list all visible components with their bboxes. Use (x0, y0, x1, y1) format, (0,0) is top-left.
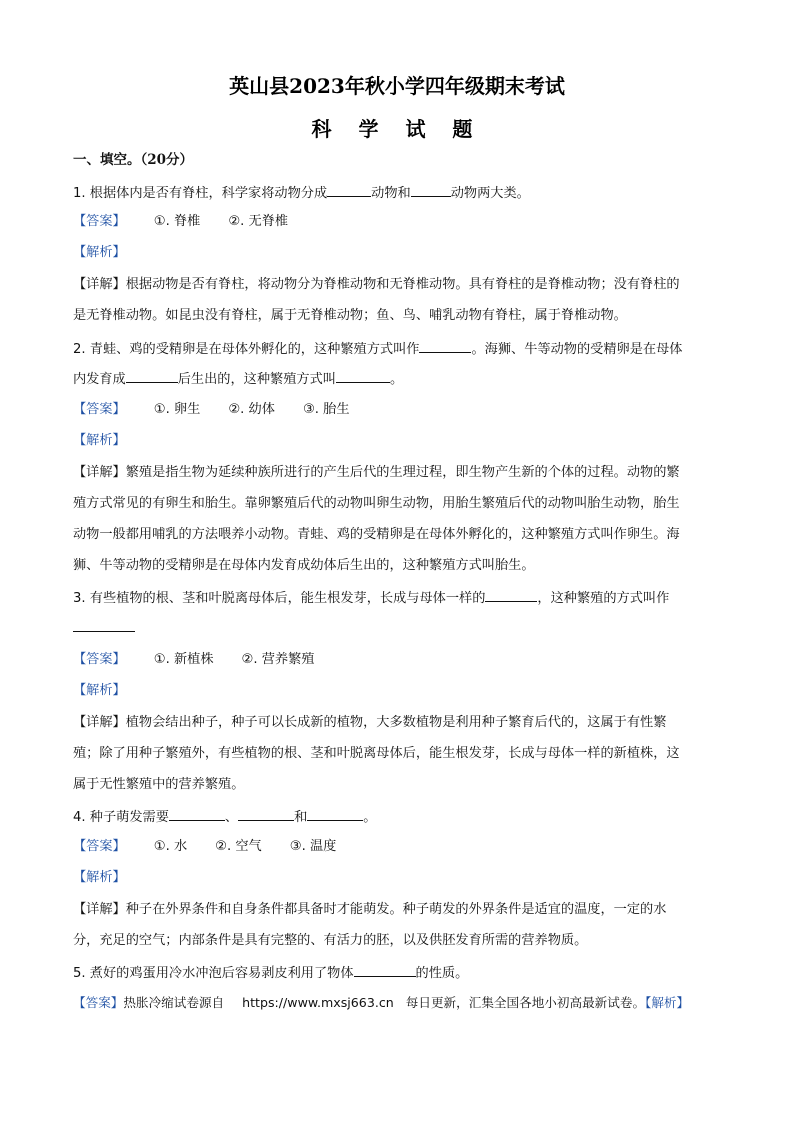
answer-tag: 【答案】 (73, 839, 126, 854)
answer-text: 热胀冷缩试卷源自 (123, 995, 225, 1010)
section-heading: 一、填空。（20分） (73, 152, 194, 168)
answer-item: ②. 幼体 (228, 402, 275, 417)
answer-blank (126, 369, 178, 383)
analysis-tag: 【解析】 (73, 870, 126, 885)
q2-text-1a: 2. 青蛙、鸡的受精卵是在母体外孵化的，这种繁殖方式叫作 (73, 342, 420, 357)
answer-item: ①. 脊椎 (153, 214, 201, 229)
question-3-cont (73, 618, 723, 638)
answer-blank (307, 807, 363, 821)
answer-item: ③. 温度 (289, 839, 337, 854)
q4-text-c: 和 (294, 810, 308, 825)
question-1 (73, 183, 723, 203)
q4-answer-row (73, 838, 723, 856)
answer-blank (354, 963, 416, 977)
q4-text-b: 、 (224, 810, 239, 825)
exam-title: 英山县2023年秋小学四年级期末考试 (229, 74, 565, 98)
q4-text-d: 。 (363, 810, 377, 825)
q2-detail-line: 动物一般都用哺乳的方法喂养小动物。青蛙、鸡的受精卵是在母体外孵化的，这种繁殖方式叫作卵生。海 (73, 527, 680, 542)
analysis-tag: 【解析】 (645, 995, 690, 1010)
detail-tag: 【详解】 (73, 715, 126, 730)
answer-item: ①. 水 (153, 839, 188, 854)
q2-answer-row (73, 401, 723, 419)
answer-blank (238, 807, 294, 821)
q1-analysis-tag (73, 244, 723, 262)
detail-text: 繁殖是指生物为延续种族所进行的产生后代的生理过程，即生物产生新的个体的过程。动物的繁 (125, 465, 680, 480)
q3-detail-line: 殖；除了用种子繁殖外，有些植物的根、茎和叶脱离母体后，能生根发芽，长成与母体一样的新植株，这 (73, 746, 680, 761)
answer-blank (336, 369, 390, 383)
q3-text-1a: 3. 有些植物的根、茎和叶脱离母体后，能生根发芽，长成与母体一样的 (73, 591, 486, 606)
q2-detail-line: 殖方式常见的有卵生和胎生。靠卵繁殖后代的动物叫卵生动物，用胎生繁殖后代的动物叫胎生动物，胎生 (73, 496, 680, 511)
answer-tag: 【答案】 (73, 995, 124, 1010)
detail-text: 种子在外界条件和自身条件都具备时才能萌发。种子萌发的外界条件是适宜的温度，一定的水 (125, 902, 667, 917)
question-3 (73, 588, 723, 608)
q1-detail-line (73, 276, 723, 294)
exam-subtitle: 科 学 试 题 (311, 117, 483, 141)
detail-text: 植物会结出种子，种子可以长成新的植物，大多数植物是利用种子繁育后代的，这属于有性繁 (125, 715, 667, 730)
q2-text-2b: 后生出的，这种繁殖方式叫 (177, 372, 336, 387)
q3-analysis-tag (73, 682, 723, 700)
answer-blank (485, 588, 537, 602)
q4-detail-line: 分，充足的空气；内部条件是具有完整的、有活力的胚，以及供胚发育所需的营养物质。 (73, 933, 588, 948)
q5-answer-row (73, 994, 723, 1012)
q1-text-b: 动物和 (371, 186, 411, 201)
q2-analysis-tag (73, 432, 723, 450)
answer-blank (411, 183, 451, 197)
detail-tag: 【详解】 (73, 902, 126, 917)
q1-detail-line: 是无脊椎动物。如昆虫没有脊柱，属于无脊椎动物；鱼、鸟、哺乳动物有脊柱，属于脊椎动物。 (73, 308, 627, 323)
q4-detail-line (73, 901, 723, 919)
source-note: 每日更新，汇集全国各地小初高最新试卷。 (405, 995, 646, 1010)
q5-text-b: 的性质。 (415, 966, 469, 981)
q3-text-1b: ，这种繁殖的方式叫作 (537, 591, 670, 606)
answer-blank (327, 183, 371, 197)
q3-detail-line: 属于无性繁殖中的营养繁殖。 (73, 777, 245, 792)
answer-tag: 【答案】 (73, 214, 126, 229)
analysis-tag: 【解析】 (73, 683, 126, 698)
q1-answer-row (73, 213, 723, 231)
answer-blank (73, 618, 135, 632)
answer-item: ①. 卵生 (153, 402, 201, 417)
question-4 (73, 807, 723, 827)
q3-detail-line (73, 714, 723, 732)
answer-blank (419, 339, 471, 353)
q2-detail-line: 狮、牛等动物的受精卵是在母体内发育成幼体后生出的，这种繁殖方式叫胎生。 (73, 558, 535, 573)
answer-blank (169, 807, 225, 821)
analysis-tag: 【解析】 (73, 245, 126, 260)
q1-text-a: 1. 根据体内是否有脊柱，科学家将动物分成 (73, 186, 328, 201)
q2-text-1b: 。海狮、牛等动物的受精卵是在母体 (471, 342, 683, 357)
q4-text-a: 4. 种子萌发需要 (73, 810, 169, 825)
source-link[interactable]: https://www.mxsj663.cn (242, 995, 394, 1010)
q2-text-2a: 内发育成 (73, 372, 126, 387)
answer-tag: 【答案】 (73, 402, 126, 417)
analysis-tag: 【解析】 (73, 433, 126, 448)
question-2-cont (73, 369, 723, 389)
q1-text-c: 动物两大类。 (450, 186, 530, 201)
q3-answer-row (73, 651, 723, 669)
q2-text-2c: 。 (390, 372, 404, 387)
q2-detail-line (73, 464, 723, 482)
answer-item: ②. 无脊椎 (228, 214, 289, 229)
detail-text: 根据动物是否有脊柱，将动物分为脊椎动物和无脊椎动物。具有脊柱的是脊椎动物；没有脊柱的 (125, 277, 680, 292)
answer-tag: 【答案】 (73, 652, 126, 667)
q4-analysis-tag (73, 869, 723, 887)
q5-text-a: 5. 煮好的鸡蛋用冷水冲泡后容易剥皮利用了物体 (73, 966, 354, 981)
answer-item: ②. 空气 (215, 839, 262, 854)
question-5 (73, 963, 723, 983)
answer-item: ②. 营养繁殖 (241, 652, 315, 667)
answer-item: ③. 胎生 (302, 402, 350, 417)
answer-item: ①. 新植株 (153, 652, 214, 667)
detail-tag: 【详解】 (73, 277, 126, 292)
question-2 (73, 339, 723, 359)
detail-tag: 【详解】 (73, 465, 126, 480)
